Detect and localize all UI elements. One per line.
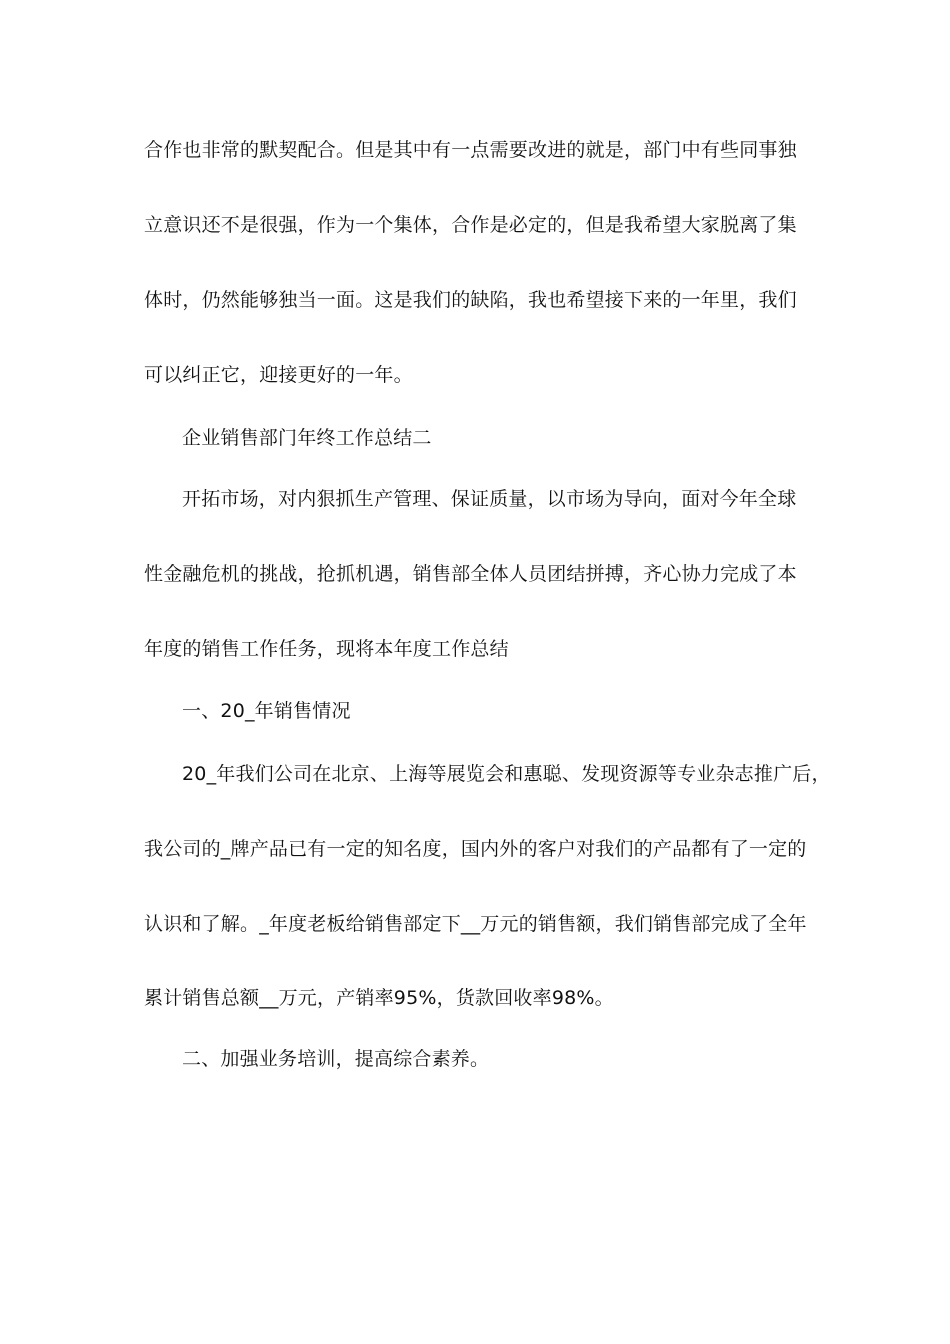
paragraph-line-2: 立意识还不是很强，作为一个集体，合作是必定的，但是我希望大家脱离了集 [144, 214, 797, 236]
heading-training: 二、加强业务培训，提高综合素养。 [182, 1048, 490, 1070]
paragraph-line-5: 开拓市场，对内狠抓生产管理、保证质量，以市场为导向，面对今年全球 [182, 488, 797, 510]
paragraph-line-8: 20_年我们公司在北京、上海等展览会和惠聪、发现资源等专业杂志推广后， [182, 763, 831, 785]
paragraph-line-4: 可以纠正它，迎接更好的一年。 [144, 364, 413, 386]
paragraph-line-1: 合作也非常的默契配合。但是其中有一点需要改进的就是，部门中有些同事独 [144, 139, 797, 161]
paragraph-line-7: 年度的销售工作任务，现将本年度工作总结 [144, 638, 509, 660]
paragraph-line-11: 累计销售总额__万元，产销率95%，货款回收率98%。 [144, 987, 614, 1009]
paragraph-line-6: 性金融危机的挑战，抢抓机遇，销售部全体人员团结拼搏，齐心协力完成了本 [144, 563, 797, 585]
paragraph-line-3: 体时，仍然能够独当一面。这是我们的缺陷，我也希望接下来的一年里，我们 [144, 289, 797, 311]
section-title: 企业销售部门年终工作总结二 [182, 427, 432, 449]
paragraph-line-9: 我公司的_牌产品已有一定的知名度，国内外的客户对我们的产品都有了一定的 [144, 838, 807, 860]
paragraph-line-10: 认识和了解。_年度老板给销售部定下__万元的销售额，我们销售部完成了全年 [144, 913, 807, 935]
heading-sales-situation: 一、20_年销售情况 [182, 700, 351, 722]
